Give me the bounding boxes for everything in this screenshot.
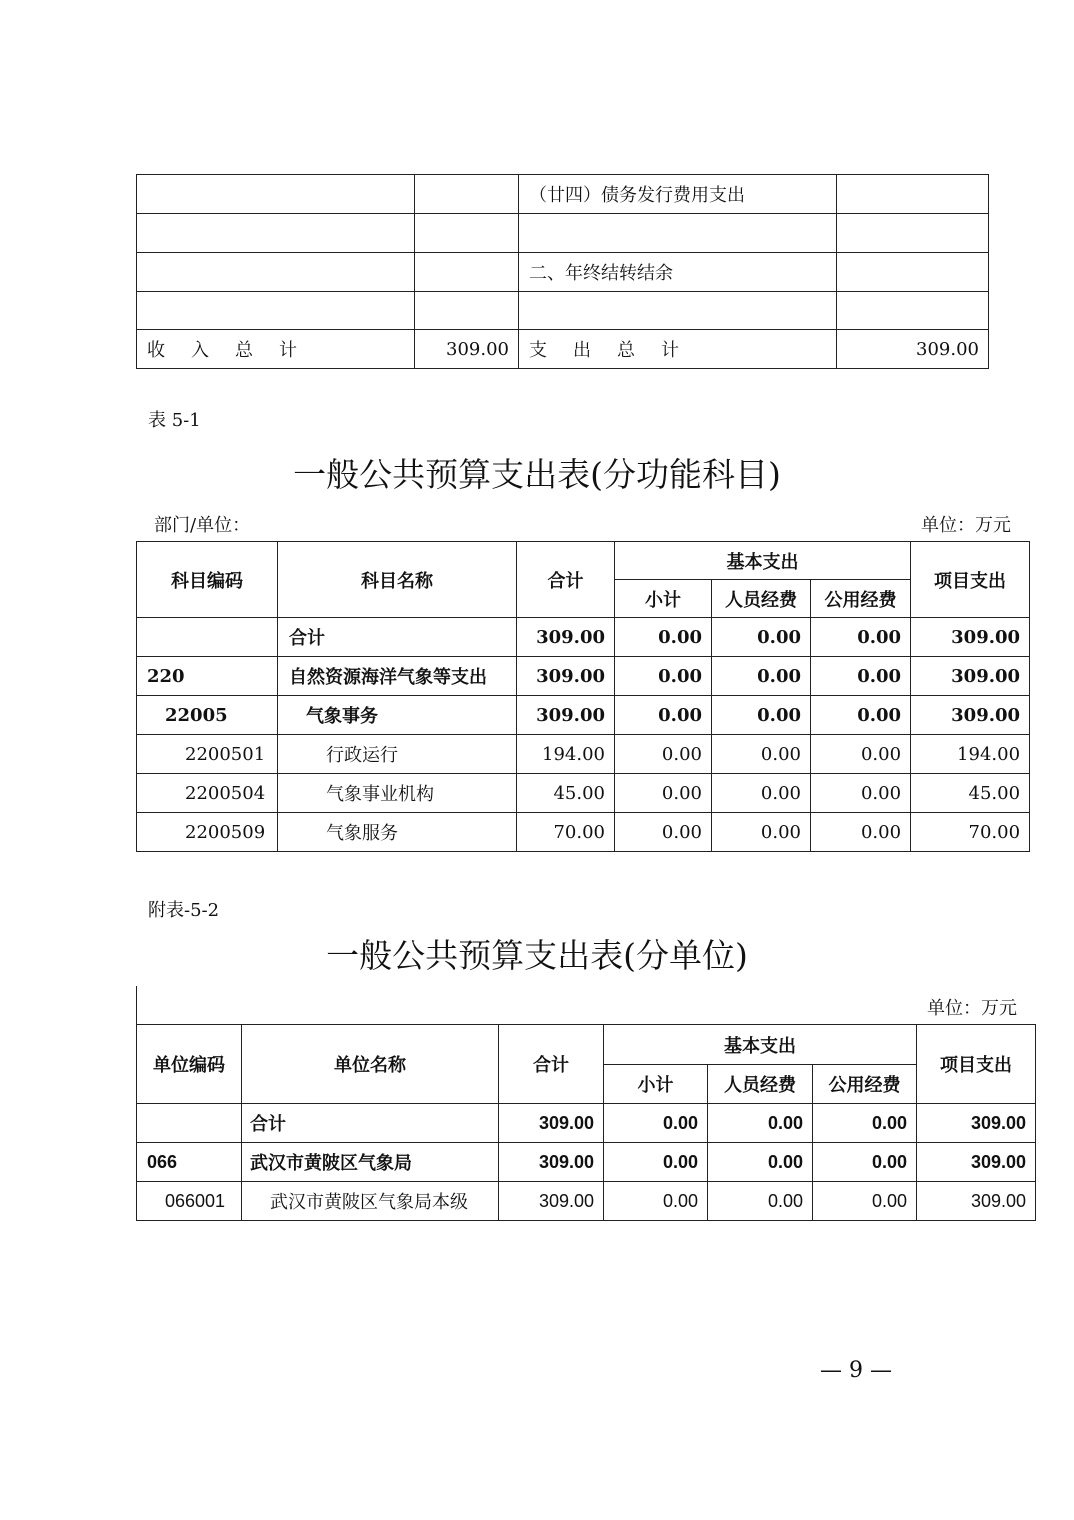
income-total-label: 收入总计: [137, 330, 415, 369]
row-public: 0.00: [813, 1143, 917, 1182]
row-personnel: 0.00: [712, 696, 811, 735]
row-name: 气象事务: [278, 696, 517, 735]
row-code: [137, 618, 278, 657]
row-public: 0.00: [811, 735, 911, 774]
summary-table-continued: [136, 174, 989, 369]
expenditure-by-unit-table: [136, 1024, 1036, 1221]
row-public: 0.00: [813, 1104, 917, 1143]
row-total: 45.00: [517, 774, 615, 813]
table-row: [137, 813, 1030, 852]
header-personnel: 人员经费: [708, 1065, 813, 1104]
left-item-name: [137, 253, 415, 292]
left-item-amount: [415, 292, 519, 330]
row-project: 194.00: [911, 735, 1030, 774]
row-project: 309.00: [917, 1143, 1036, 1182]
table1-dept-label: 部门/单位：: [154, 515, 251, 536]
header-total: 合计: [517, 542, 615, 618]
row-total: 309.00: [499, 1104, 604, 1143]
header-personnel: 人员经费: [712, 580, 811, 618]
table2-unit-label: 单位：万元: [927, 998, 1017, 1019]
header-total: 合计: [499, 1025, 604, 1104]
header-code: 单位编码: [137, 1025, 242, 1104]
left-item-amount: [415, 175, 519, 214]
row-code: 2200504: [137, 774, 278, 813]
header-name: 单位名称: [242, 1025, 499, 1104]
row-public: 0.00: [811, 618, 911, 657]
table2-title: 一般公共预算支出表(分单位): [326, 936, 748, 975]
row-name: 武汉市黄陂区气象局本级: [242, 1182, 499, 1221]
row-project: 309.00: [917, 1182, 1036, 1221]
row-total: 309.00: [499, 1143, 604, 1182]
right-item-name: （廿四）债务发行费用支出: [519, 175, 837, 214]
row-name: 武汉市黄陂区气象局: [242, 1143, 499, 1182]
header-project: 项目支出: [917, 1025, 1036, 1104]
table-row: [137, 253, 989, 292]
table-row: [137, 1182, 1036, 1221]
table-row: [137, 1143, 1036, 1182]
row-subtotal: 0.00: [615, 735, 712, 774]
header-name: 科目名称: [278, 542, 517, 618]
row-project: 309.00: [911, 618, 1030, 657]
row-project: 309.00: [917, 1104, 1036, 1143]
header-basic: 基本支出: [604, 1025, 917, 1065]
row-name: 自然资源海洋气象等支出: [278, 657, 517, 696]
row-personnel: 0.00: [708, 1104, 813, 1143]
row-project: 45.00: [911, 774, 1030, 813]
header-subtotal: 小计: [604, 1065, 708, 1104]
row-name: 合计: [278, 618, 517, 657]
row-project: 309.00: [911, 657, 1030, 696]
header-row: [137, 1025, 1036, 1065]
row-subtotal: 0.00: [604, 1182, 708, 1221]
left-item-name: [137, 292, 415, 330]
expense-total-label: 支出总计: [519, 330, 837, 369]
row-personnel: 0.00: [712, 735, 811, 774]
right-item-amount: [837, 175, 989, 214]
table1-title: 一般公共预算支出表(分功能科目): [293, 455, 781, 494]
right-item-name: 二、年终结转结余: [519, 253, 837, 292]
table-row: [137, 1104, 1036, 1143]
row-personnel: 0.00: [712, 618, 811, 657]
income-total-amount: 309.00: [415, 330, 519, 369]
row-subtotal: 0.00: [604, 1104, 708, 1143]
row-code: 066001: [137, 1182, 242, 1221]
table-row: [137, 735, 1030, 774]
left-item-name: [137, 214, 415, 253]
right-item-name: [519, 214, 837, 253]
left-item-name: [137, 175, 415, 214]
row-code: 066: [137, 1143, 242, 1182]
row-code: 22005: [137, 696, 278, 735]
header-subtotal: 小计: [615, 580, 712, 618]
row-subtotal: 0.00: [615, 813, 712, 852]
row-subtotal: 0.00: [615, 618, 712, 657]
table-row: [137, 618, 1030, 657]
table-row: [137, 657, 1030, 696]
row-total: 309.00: [517, 696, 615, 735]
header-public: 公用经费: [811, 580, 911, 618]
table-row: [137, 774, 1030, 813]
table1-number: 表 5-1: [148, 410, 201, 431]
table2-number: 附表-5-2: [148, 900, 220, 921]
row-personnel: 0.00: [708, 1182, 813, 1221]
table-row: [137, 175, 989, 214]
row-personnel: 0.00: [712, 774, 811, 813]
header-code: 科目编码: [137, 542, 278, 618]
row-public: 0.00: [811, 696, 911, 735]
row-public: 0.00: [811, 813, 911, 852]
row-personnel: 0.00: [712, 813, 811, 852]
row-public: 0.00: [811, 774, 911, 813]
right-item-name: [519, 292, 837, 330]
header-project: 项目支出: [911, 542, 1030, 618]
row-name: 行政运行: [278, 735, 517, 774]
row-public: 0.00: [811, 657, 911, 696]
row-personnel: 0.00: [712, 657, 811, 696]
row-project: 309.00: [911, 696, 1030, 735]
row-code: 2200509: [137, 813, 278, 852]
row-total: 309.00: [499, 1182, 604, 1221]
row-subtotal: 0.00: [615, 774, 712, 813]
table-row: [137, 696, 1030, 735]
row-name: 合计: [242, 1104, 499, 1143]
right-item-amount: [837, 292, 989, 330]
expenditure-by-function-table: [136, 541, 1030, 852]
row-public: 0.00: [813, 1182, 917, 1221]
row-total: 194.00: [517, 735, 615, 774]
right-item-amount: [837, 214, 989, 253]
table2-left-border: [136, 986, 137, 1024]
row-total: 70.00: [517, 813, 615, 852]
row-personnel: 0.00: [708, 1143, 813, 1182]
left-item-amount: [415, 253, 519, 292]
row-code: 220: [137, 657, 278, 696]
row-subtotal: 0.00: [604, 1143, 708, 1182]
row-name: 气象事业机构: [278, 774, 517, 813]
row-code: [137, 1104, 242, 1143]
row-subtotal: 0.00: [615, 657, 712, 696]
page-number: — 9 —: [820, 1358, 892, 1383]
header-row: [137, 542, 1030, 580]
total-row: [137, 330, 989, 369]
row-subtotal: 0.00: [615, 696, 712, 735]
row-code: 2200501: [137, 735, 278, 774]
right-item-amount: [837, 253, 989, 292]
table1-unit-label: 单位：万元: [921, 515, 1011, 536]
row-total: 309.00: [517, 657, 615, 696]
header-public: 公用经费: [813, 1065, 917, 1104]
expense-total-amount: 309.00: [837, 330, 989, 369]
table-row: [137, 292, 989, 330]
header-basic: 基本支出: [615, 542, 911, 580]
row-name: 气象服务: [278, 813, 517, 852]
left-item-amount: [415, 214, 519, 253]
table-row: [137, 214, 989, 253]
row-project: 70.00: [911, 813, 1030, 852]
row-total: 309.00: [517, 618, 615, 657]
